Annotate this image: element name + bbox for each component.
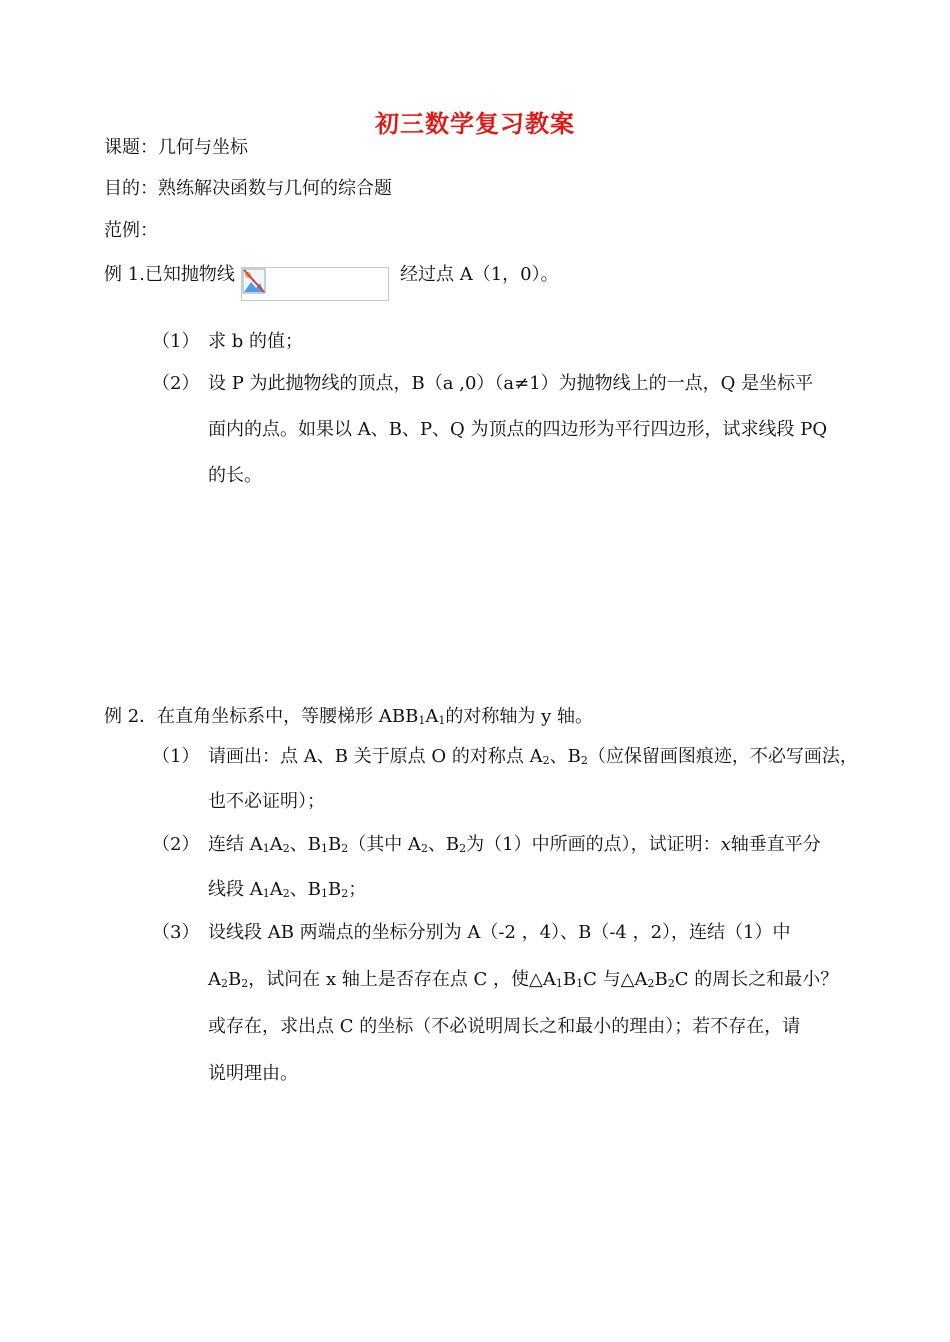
text: 、B — [289, 879, 321, 900]
ex2-item3-line4: 说明理由。 — [208, 1063, 298, 1084]
ex2-item1-line1 — [208, 745, 858, 769]
ex2-item3-line2 — [208, 968, 838, 992]
ex1-item1-number: （1） — [152, 331, 200, 352]
examples-label: 范例： — [104, 220, 158, 241]
text: 请画出：点 A、B 关于原点 O 的对称点 A — [208, 746, 543, 767]
subscript: 2 — [420, 842, 428, 855]
text: B — [654, 969, 668, 990]
subscript: 1 — [438, 714, 446, 727]
purpose-line: 目的：熟练解决函数与几何的综合题 — [104, 178, 392, 199]
ex2-item1-line2: 也不必证明）； — [208, 791, 325, 812]
text: 的对称轴为 y 轴。 — [445, 706, 593, 727]
text: ，试问在 x 轴上是否存在点 C ，使△A — [248, 969, 556, 990]
variable-x: x — [720, 834, 731, 855]
subscript: 2 — [221, 977, 228, 990]
ex2-item2-line2 — [208, 878, 366, 902]
text: 连结 A — [208, 834, 263, 855]
subscript: 1 — [418, 714, 426, 727]
ex2-item3-line3: 或存在，求出点 C 的坐标（不必说明周长之和最小的理由）；若不存在，请 — [208, 1016, 801, 1037]
text: B — [327, 879, 342, 900]
ex2-item1-number: （1） — [152, 746, 200, 767]
ex2-item3-number: （3） — [152, 922, 200, 943]
text: 线段 A — [208, 879, 263, 900]
text: （应保留画图痕迹，不必写画法， — [587, 746, 858, 767]
example1-suffix: 经过点 A（1，0）。 — [400, 264, 559, 285]
subscript: 2 — [459, 842, 467, 855]
text: 、B — [289, 834, 321, 855]
text: ； — [348, 879, 367, 900]
subscript: 1 — [320, 842, 328, 855]
ex1-item1-text: 求 b 的值； — [208, 331, 303, 352]
ex1-item2-line3: 的长。 — [208, 465, 262, 486]
example2-heading — [104, 705, 593, 729]
subscript: 2 — [241, 977, 249, 990]
text: A — [269, 879, 283, 900]
ex2-item2-number: （2） — [152, 834, 200, 855]
subscript: 1 — [262, 887, 270, 900]
text: 、B — [427, 834, 460, 855]
ex1-item2-line2: 面内的点。如果以 A、B、P、Q 为顶点的四边形为平行四边形，试求线段 PQ — [208, 419, 828, 440]
subscript: 1 — [555, 977, 563, 990]
subscript: 2 — [647, 977, 655, 990]
subscript: 2 — [282, 887, 290, 900]
text: 、B — [549, 746, 581, 767]
text: B — [228, 969, 242, 990]
text: A — [425, 706, 439, 727]
text: B — [327, 834, 342, 855]
subscript: 1 — [320, 887, 328, 900]
text: （其中 A — [348, 834, 421, 855]
subscript: 2 — [341, 842, 349, 855]
ex2-item2-line1 — [208, 833, 821, 857]
subscript: 2 — [341, 887, 349, 900]
text: 为（1）中所画的点），试证明： — [466, 834, 721, 855]
broken-image-icon — [241, 267, 389, 301]
topic-line: 课题：几何与坐标 — [104, 137, 248, 158]
subscript: 1 — [576, 977, 584, 990]
subscript: 2 — [667, 977, 675, 990]
subscript: 2 — [580, 754, 588, 767]
page-title: 初三数学复习教案 — [375, 109, 575, 138]
text: B — [562, 969, 577, 990]
text: A — [269, 834, 283, 855]
text: 例 2．在直角坐标系中，等腰梯形 ABB — [104, 706, 419, 727]
text: A — [208, 969, 221, 990]
subscript: 2 — [282, 842, 290, 855]
text: C 的周长之和最小？ — [674, 969, 839, 990]
ex1-item2-number: （2） — [152, 373, 200, 394]
text: 轴垂直平分 — [730, 834, 821, 855]
text: C 与△A — [583, 969, 648, 990]
subscript: 1 — [262, 842, 270, 855]
subscript: 2 — [542, 754, 550, 767]
example1-prefix: 例 1.已知抛物线 — [104, 264, 235, 285]
ex2-item3-line1: 设线段 AB 两端点的坐标分别为 A（-2 ，4）、B（-4 ，2），连结（1）中 — [208, 922, 791, 943]
ex1-item2-line1: 设 P 为此抛物线的顶点，B（a ,0）（a≠1）为抛物线上的一点，Q 是坐标平 — [208, 373, 814, 394]
